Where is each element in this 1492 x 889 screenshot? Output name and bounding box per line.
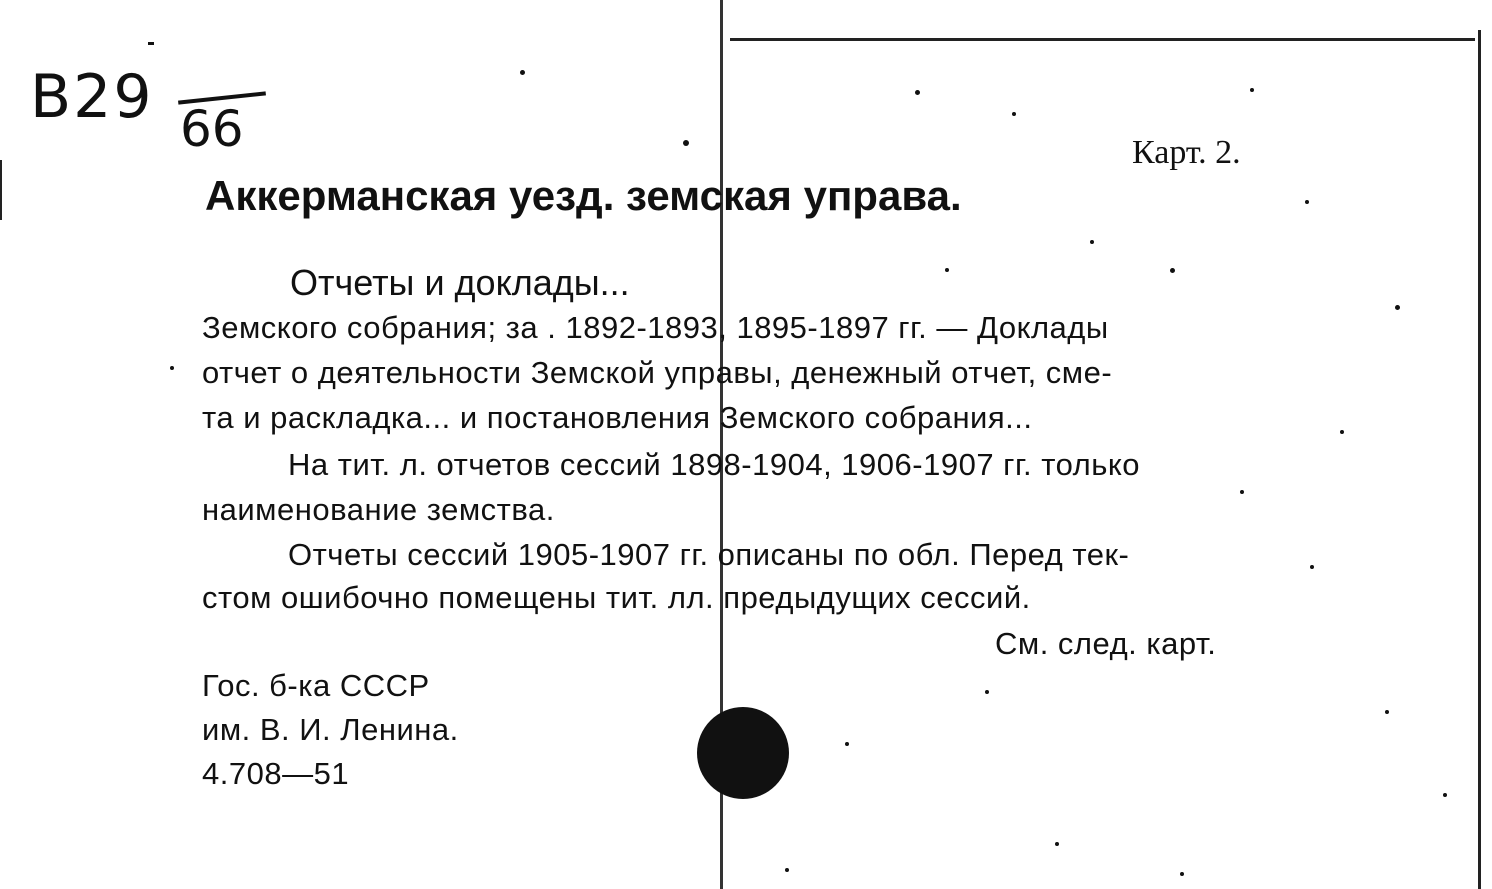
- card-subheading: Отчеты и доклады...: [290, 262, 630, 303]
- speck: [1310, 565, 1314, 569]
- description-line: На тит. л. отчетов сессий 1898-1904, 1906-1907 гг. только: [288, 447, 1141, 482]
- speck: [1090, 240, 1094, 244]
- continuation-note: См. след. карт.: [995, 626, 1217, 661]
- speck: [1340, 430, 1344, 434]
- speck: [985, 690, 989, 694]
- speck: [945, 268, 949, 272]
- speck: [785, 868, 789, 872]
- library-line: Гос. б-ка СССР: [202, 668, 430, 703]
- call-number-bottom: 66: [180, 100, 244, 158]
- speck: [1012, 112, 1016, 116]
- speck: [1240, 490, 1244, 494]
- speck: [148, 42, 154, 45]
- speck: [1170, 268, 1175, 273]
- speck: [520, 70, 525, 75]
- description-line: стом ошибочно помещены тит. лл. предыдущих сессий.: [202, 580, 1031, 615]
- library-line: им. В. И. Ленина.: [202, 712, 459, 747]
- speck: [915, 90, 920, 95]
- description-line: отчет о деятельности Земской управы, денежный отчет, сме-: [202, 355, 1113, 390]
- speck: [683, 140, 689, 146]
- description-line: Земского собрания; за . 1892-1893, 1895-1897 гг. — Доклады: [202, 310, 1109, 345]
- right-border: [1478, 30, 1481, 889]
- speck: [1055, 842, 1059, 846]
- library-line: 4.708—51: [202, 756, 350, 791]
- speck: [1443, 793, 1447, 797]
- speck: [845, 742, 849, 746]
- description-line: наименование земства.: [202, 492, 555, 527]
- description-line: Отчеты сессий 1905-1907 гг. описаны по обл. Перед тек-: [288, 537, 1130, 572]
- top-rule: [730, 38, 1475, 41]
- card-number: Карт. 2.: [1132, 134, 1241, 171]
- punch-hole: [697, 707, 789, 799]
- speck: [1395, 305, 1400, 310]
- speck: [1385, 710, 1389, 714]
- description-line: та и раскладка... и постановления Земского собрания...: [202, 400, 1033, 435]
- left-border: [0, 160, 2, 220]
- speck: [1250, 88, 1254, 92]
- speck: [1180, 872, 1184, 876]
- speck: [1305, 200, 1309, 204]
- card-heading: Аккерманская уезд. земская управа.: [205, 172, 962, 219]
- call-number-top: В29: [30, 62, 154, 132]
- speck: [170, 366, 174, 370]
